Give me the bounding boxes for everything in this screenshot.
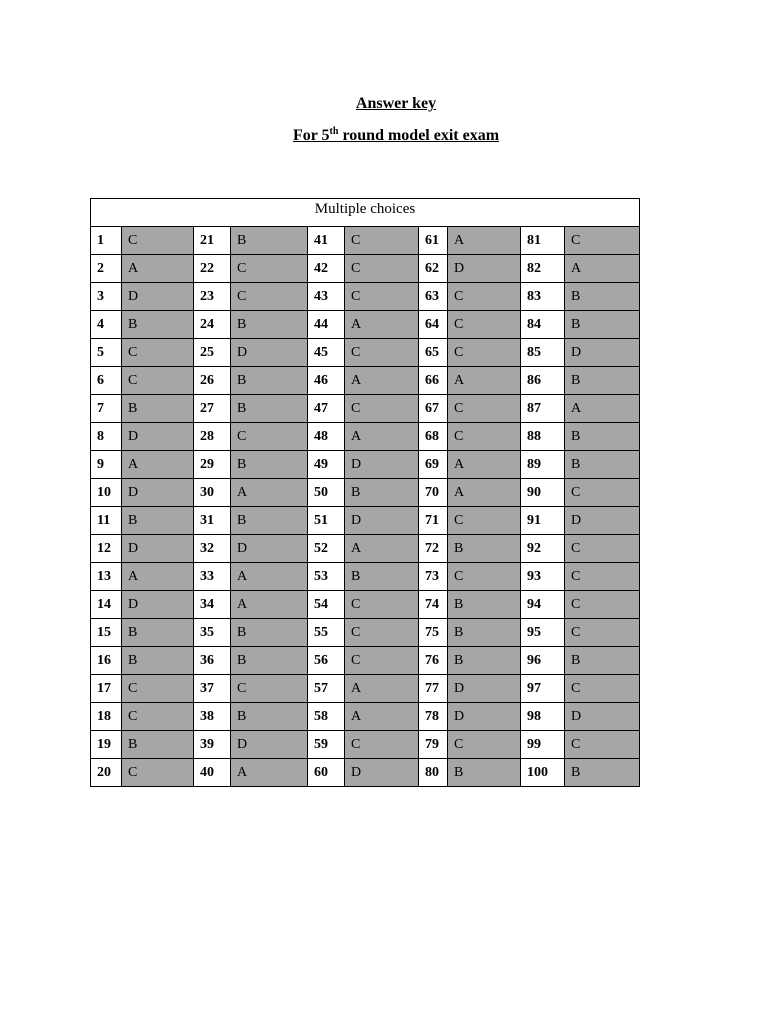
answer-letter: C bbox=[565, 619, 640, 647]
subtitle-superscript: th bbox=[329, 126, 339, 137]
question-number: 1 bbox=[91, 227, 122, 255]
question-number: 66 bbox=[419, 367, 448, 395]
answer-letter: A bbox=[345, 423, 419, 451]
answer-letter: A bbox=[231, 563, 308, 591]
question-number: 87 bbox=[521, 395, 565, 423]
table-row bbox=[91, 535, 640, 563]
question-number: 4 bbox=[91, 311, 122, 339]
answer-letter: D bbox=[565, 507, 640, 535]
answer-key-table bbox=[90, 198, 640, 787]
question-number: 21 bbox=[194, 227, 231, 255]
answer-letter: B bbox=[231, 451, 308, 479]
question-number: 72 bbox=[419, 535, 448, 563]
question-number: 44 bbox=[308, 311, 345, 339]
answer-letter: B bbox=[231, 311, 308, 339]
answer-letter: A bbox=[565, 395, 640, 423]
question-number: 58 bbox=[308, 703, 345, 731]
answer-letter: C bbox=[565, 227, 640, 255]
answer-letter: A bbox=[565, 255, 640, 283]
question-number: 37 bbox=[194, 675, 231, 703]
answer-letter: C bbox=[122, 227, 194, 255]
question-number: 92 bbox=[521, 535, 565, 563]
answer-letter: C bbox=[345, 227, 419, 255]
table-row bbox=[91, 591, 640, 619]
answer-letter: A bbox=[448, 367, 521, 395]
answer-letter: A bbox=[345, 535, 419, 563]
question-number: 34 bbox=[194, 591, 231, 619]
question-number: 84 bbox=[521, 311, 565, 339]
question-number: 48 bbox=[308, 423, 345, 451]
answer-letter: C bbox=[345, 619, 419, 647]
table-row bbox=[91, 227, 640, 255]
answer-letter: B bbox=[345, 563, 419, 591]
question-number: 39 bbox=[194, 731, 231, 759]
answer-letter: B bbox=[565, 451, 640, 479]
question-number: 56 bbox=[308, 647, 345, 675]
answer-letter: B bbox=[345, 479, 419, 507]
table-row bbox=[91, 703, 640, 731]
answer-letter: C bbox=[565, 563, 640, 591]
table-row bbox=[91, 563, 640, 591]
question-number: 64 bbox=[419, 311, 448, 339]
answer-letter: C bbox=[565, 591, 640, 619]
question-number: 10 bbox=[91, 479, 122, 507]
answer-letter: B bbox=[122, 507, 194, 535]
answer-letter: B bbox=[231, 367, 308, 395]
answer-letter: D bbox=[448, 675, 521, 703]
answer-letter: D bbox=[345, 759, 419, 787]
question-number: 55 bbox=[308, 619, 345, 647]
answer-letter: C bbox=[231, 423, 308, 451]
answer-letter: A bbox=[122, 451, 194, 479]
question-number: 53 bbox=[308, 563, 345, 591]
answer-key-title: Answer key bbox=[355, 95, 437, 112]
table-row bbox=[91, 395, 640, 423]
table-header-row bbox=[91, 199, 640, 227]
question-number: 82 bbox=[521, 255, 565, 283]
question-number: 86 bbox=[521, 367, 565, 395]
question-number: 19 bbox=[91, 731, 122, 759]
question-number: 31 bbox=[194, 507, 231, 535]
question-number: 60 bbox=[308, 759, 345, 787]
answer-letter: A bbox=[345, 367, 419, 395]
answer-letter: A bbox=[231, 591, 308, 619]
answer-letter: C bbox=[231, 675, 308, 703]
question-number: 3 bbox=[91, 283, 122, 311]
answer-letter: C bbox=[565, 535, 640, 563]
question-number: 85 bbox=[521, 339, 565, 367]
question-number: 69 bbox=[419, 451, 448, 479]
question-number: 99 bbox=[521, 731, 565, 759]
question-number: 9 bbox=[91, 451, 122, 479]
question-number: 45 bbox=[308, 339, 345, 367]
answer-letter: B bbox=[231, 395, 308, 423]
answer-letter: D bbox=[122, 479, 194, 507]
answer-letter: D bbox=[231, 339, 308, 367]
answer-letter: B bbox=[565, 759, 640, 787]
question-number: 71 bbox=[419, 507, 448, 535]
answer-letter: B bbox=[565, 367, 640, 395]
answer-letter: C bbox=[231, 255, 308, 283]
answer-letter: B bbox=[122, 731, 194, 759]
answer-letter: C bbox=[448, 283, 521, 311]
answer-letter: C bbox=[448, 563, 521, 591]
question-number: 2 bbox=[91, 255, 122, 283]
question-number: 35 bbox=[194, 619, 231, 647]
question-number: 8 bbox=[91, 423, 122, 451]
answer-letter: C bbox=[565, 675, 640, 703]
question-number: 47 bbox=[308, 395, 345, 423]
question-number: 77 bbox=[419, 675, 448, 703]
answer-letter: C bbox=[122, 675, 194, 703]
question-number: 94 bbox=[521, 591, 565, 619]
question-number: 7 bbox=[91, 395, 122, 423]
answer-letter: C bbox=[122, 367, 194, 395]
question-number: 13 bbox=[91, 563, 122, 591]
question-number: 26 bbox=[194, 367, 231, 395]
question-number: 23 bbox=[194, 283, 231, 311]
question-number: 33 bbox=[194, 563, 231, 591]
question-number: 81 bbox=[521, 227, 565, 255]
answer-letter: B bbox=[565, 423, 640, 451]
question-number: 16 bbox=[91, 647, 122, 675]
question-number: 54 bbox=[308, 591, 345, 619]
answer-letter: C bbox=[565, 731, 640, 759]
question-number: 67 bbox=[419, 395, 448, 423]
answer-letter: A bbox=[345, 675, 419, 703]
answer-letter: B bbox=[122, 395, 194, 423]
answer-letter: C bbox=[448, 731, 521, 759]
answer-letter: D bbox=[565, 703, 640, 731]
answer-letter: C bbox=[231, 283, 308, 311]
answer-letter: C bbox=[122, 339, 194, 367]
answer-letter: C bbox=[345, 255, 419, 283]
question-number: 12 bbox=[91, 535, 122, 563]
answer-letter: D bbox=[231, 535, 308, 563]
answer-letter: B bbox=[122, 619, 194, 647]
answer-letter: B bbox=[448, 591, 521, 619]
answer-letter: B bbox=[448, 647, 521, 675]
answer-letter: C bbox=[345, 395, 419, 423]
answer-letter: D bbox=[448, 255, 521, 283]
answer-letter: D bbox=[345, 451, 419, 479]
question-number: 38 bbox=[194, 703, 231, 731]
answer-letter: C bbox=[345, 731, 419, 759]
answer-letter: C bbox=[565, 479, 640, 507]
answer-letter: B bbox=[231, 703, 308, 731]
answer-letter: B bbox=[565, 311, 640, 339]
answer-letter: C bbox=[448, 395, 521, 423]
question-number: 15 bbox=[91, 619, 122, 647]
question-number: 88 bbox=[521, 423, 565, 451]
answer-letter: B bbox=[565, 283, 640, 311]
answer-letter: D bbox=[122, 283, 194, 311]
answer-letter: C bbox=[345, 283, 419, 311]
question-number: 70 bbox=[419, 479, 448, 507]
question-number: 42 bbox=[308, 255, 345, 283]
answer-letter: A bbox=[122, 563, 194, 591]
question-number: 30 bbox=[194, 479, 231, 507]
question-number: 59 bbox=[308, 731, 345, 759]
question-number: 52 bbox=[308, 535, 345, 563]
answer-letter: A bbox=[448, 451, 521, 479]
question-number: 20 bbox=[91, 759, 122, 787]
answer-letter: B bbox=[231, 227, 308, 255]
question-number: 14 bbox=[91, 591, 122, 619]
answer-letter: C bbox=[448, 339, 521, 367]
question-number: 57 bbox=[308, 675, 345, 703]
question-number: 27 bbox=[194, 395, 231, 423]
question-number: 78 bbox=[419, 703, 448, 731]
question-number: 29 bbox=[194, 451, 231, 479]
answer-letter: C bbox=[345, 647, 419, 675]
table-row bbox=[91, 507, 640, 535]
table-row bbox=[91, 339, 640, 367]
question-number: 65 bbox=[419, 339, 448, 367]
question-number: 79 bbox=[419, 731, 448, 759]
question-number: 76 bbox=[419, 647, 448, 675]
table-row bbox=[91, 451, 640, 479]
table-row bbox=[91, 731, 640, 759]
question-number: 5 bbox=[91, 339, 122, 367]
question-number: 63 bbox=[419, 283, 448, 311]
question-number: 75 bbox=[419, 619, 448, 647]
question-number: 51 bbox=[308, 507, 345, 535]
answer-letter: C bbox=[448, 311, 521, 339]
answer-letter: A bbox=[345, 703, 419, 731]
question-number: 46 bbox=[308, 367, 345, 395]
answer-letter: D bbox=[448, 703, 521, 731]
question-number: 6 bbox=[91, 367, 122, 395]
question-number: 98 bbox=[521, 703, 565, 731]
answer-letter: A bbox=[231, 479, 308, 507]
question-number: 90 bbox=[521, 479, 565, 507]
question-number: 68 bbox=[419, 423, 448, 451]
subtitle-prefix: For 5 bbox=[292, 127, 330, 144]
question-number: 22 bbox=[194, 255, 231, 283]
question-number: 43 bbox=[308, 283, 345, 311]
question-number: 40 bbox=[194, 759, 231, 787]
question-number: 100 bbox=[521, 759, 565, 787]
answer-letter: A bbox=[448, 479, 521, 507]
question-number: 61 bbox=[419, 227, 448, 255]
answer-rows bbox=[91, 227, 640, 787]
answer-letter: B bbox=[231, 507, 308, 535]
question-number: 17 bbox=[91, 675, 122, 703]
answer-letter: C bbox=[122, 759, 194, 787]
answer-letter: A bbox=[122, 255, 194, 283]
answer-letter: D bbox=[345, 507, 419, 535]
table-row bbox=[91, 283, 640, 311]
answer-letter: D bbox=[122, 423, 194, 451]
table-row bbox=[91, 423, 640, 451]
question-number: 11 bbox=[91, 507, 122, 535]
table-row bbox=[91, 479, 640, 507]
answer-letter: D bbox=[231, 731, 308, 759]
table-row bbox=[91, 311, 640, 339]
table-row bbox=[91, 675, 640, 703]
question-number: 49 bbox=[308, 451, 345, 479]
question-number: 91 bbox=[521, 507, 565, 535]
question-number: 80 bbox=[419, 759, 448, 787]
question-number: 18 bbox=[91, 703, 122, 731]
answer-letter: C bbox=[345, 591, 419, 619]
answer-letter: A bbox=[448, 227, 521, 255]
question-number: 93 bbox=[521, 563, 565, 591]
subtitle-suffix: round model exit exam bbox=[338, 127, 500, 144]
question-number: 36 bbox=[194, 647, 231, 675]
question-number: 74 bbox=[419, 591, 448, 619]
answer-letter: B bbox=[448, 535, 521, 563]
answer-letter: A bbox=[231, 759, 308, 787]
question-number: 50 bbox=[308, 479, 345, 507]
question-number: 95 bbox=[521, 619, 565, 647]
answer-letter: C bbox=[448, 423, 521, 451]
question-number: 83 bbox=[521, 283, 565, 311]
question-number: 89 bbox=[521, 451, 565, 479]
question-number: 41 bbox=[308, 227, 345, 255]
table-row bbox=[91, 647, 640, 675]
answer-letter: B bbox=[122, 647, 194, 675]
table-row bbox=[91, 619, 640, 647]
table-header: Multiple choices bbox=[91, 199, 640, 227]
table-row bbox=[91, 255, 640, 283]
answer-letter: B bbox=[448, 759, 521, 787]
answer-letter: A bbox=[345, 311, 419, 339]
answer-letter: C bbox=[448, 507, 521, 535]
table-row bbox=[91, 759, 640, 787]
answer-letter: D bbox=[565, 339, 640, 367]
question-number: 25 bbox=[194, 339, 231, 367]
answer-letter: C bbox=[345, 339, 419, 367]
question-number: 32 bbox=[194, 535, 231, 563]
table-row bbox=[91, 367, 640, 395]
question-number: 96 bbox=[521, 647, 565, 675]
answer-letter: B bbox=[565, 647, 640, 675]
question-number: 73 bbox=[419, 563, 448, 591]
question-number: 24 bbox=[194, 311, 231, 339]
question-number: 97 bbox=[521, 675, 565, 703]
answer-letter: B bbox=[231, 647, 308, 675]
answer-letter: B bbox=[122, 311, 194, 339]
exam-subtitle bbox=[0, 126, 768, 146]
answer-letter: B bbox=[448, 619, 521, 647]
answer-letter: D bbox=[122, 535, 194, 563]
answer-letter: C bbox=[122, 703, 194, 731]
answer-letter: D bbox=[122, 591, 194, 619]
question-number: 62 bbox=[419, 255, 448, 283]
answer-letter: B bbox=[231, 619, 308, 647]
question-number: 28 bbox=[194, 423, 231, 451]
